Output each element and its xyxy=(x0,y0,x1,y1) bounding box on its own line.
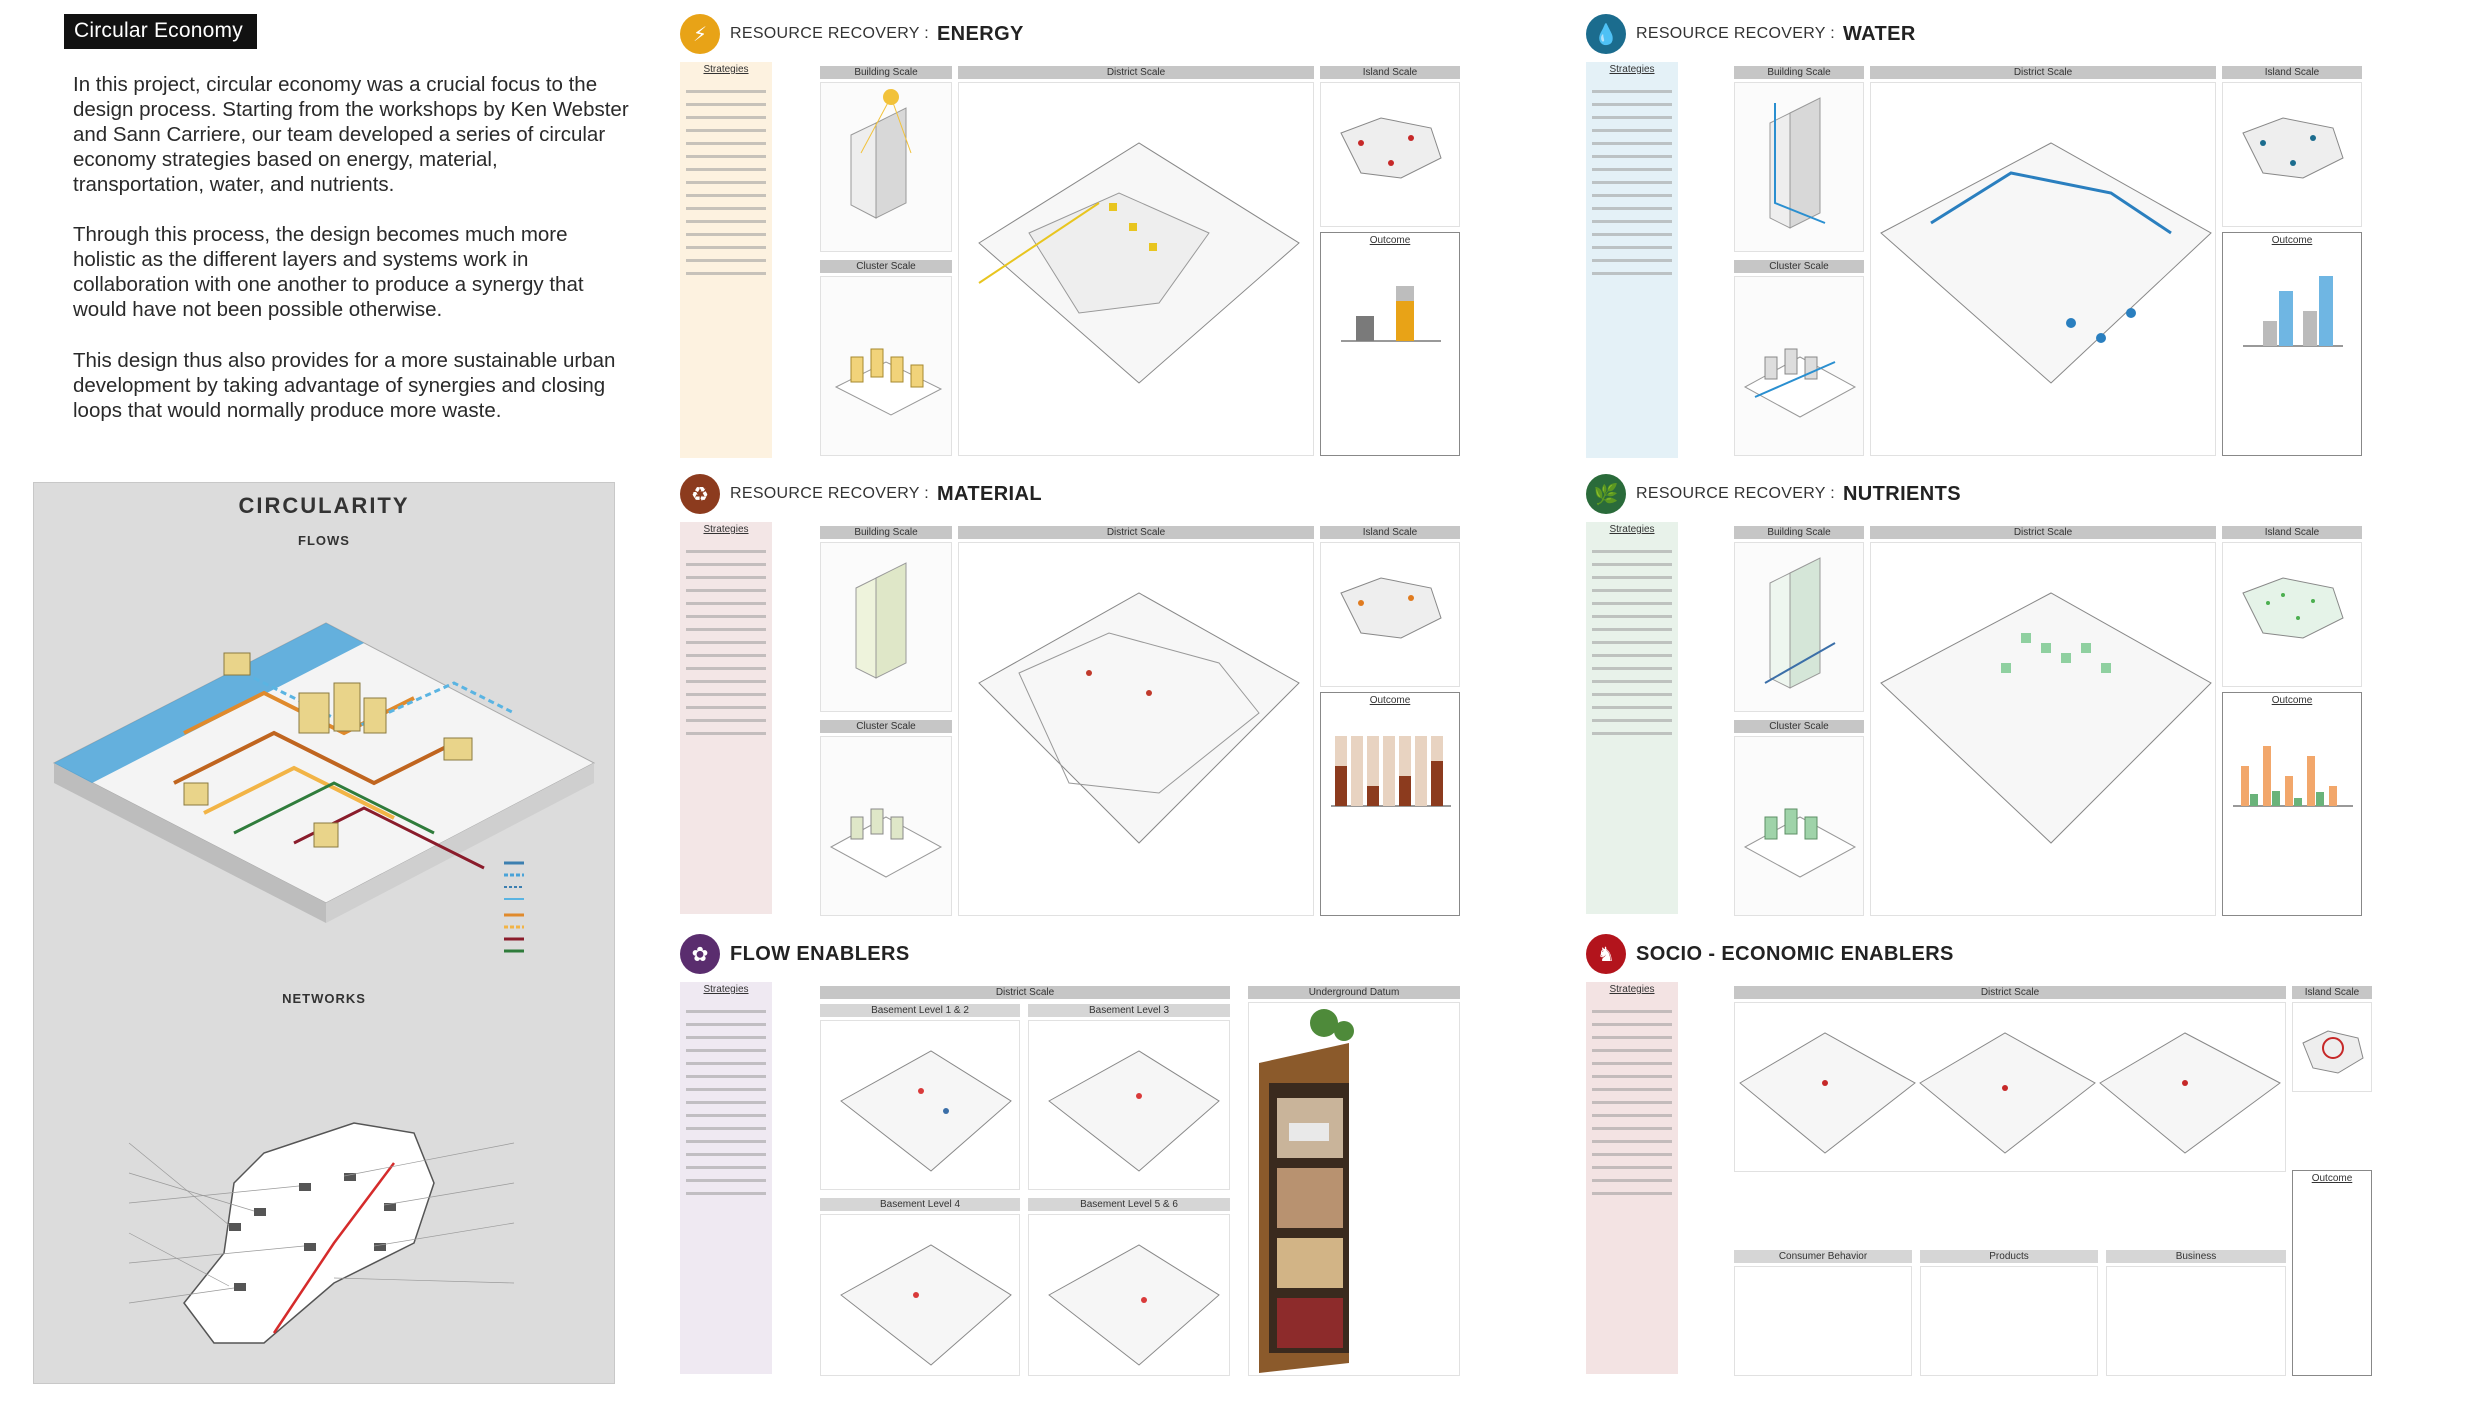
flow-title: FLOW ENABLERS xyxy=(730,942,910,965)
material-header xyxy=(680,474,1042,514)
cluster-scale-heading: Cluster Scale xyxy=(820,260,952,273)
outcome-heading: Outcome xyxy=(2311,1173,2353,1184)
socio-title: SOCIO - ECONOMIC ENABLERS xyxy=(1636,942,1954,965)
flow-strategies-panel xyxy=(680,982,772,1374)
water-district-map xyxy=(1870,82,2216,456)
material-title-prefix: RESOURCE RECOVERY : xyxy=(730,485,929,502)
cluster-scale-heading: Cluster Scale xyxy=(820,720,952,733)
outcome-heading: Outcome xyxy=(1369,695,1411,706)
poster-title: CIRCULARITY xyxy=(238,493,410,518)
lightning-icon: ⚡ xyxy=(680,14,720,54)
water-header xyxy=(1586,14,1916,54)
building-scale-heading: Building Scale xyxy=(820,526,952,539)
island-scale-heading: Island Scale xyxy=(1320,66,1460,79)
material-sheet[interactable] xyxy=(680,474,1540,920)
building-scale-heading: Building Scale xyxy=(1734,526,1864,539)
island-scale-heading: Island Scale xyxy=(2222,66,2362,79)
water-building-diagram xyxy=(1734,82,1864,252)
district-scale-heading: District Scale xyxy=(1870,66,2216,79)
socio-header xyxy=(1586,934,1954,974)
nutrients-title: NUTRIENTS xyxy=(1842,482,1961,505)
poster-networks-heading: NETWORKS xyxy=(282,991,366,1006)
district-scale-heading: District Scale xyxy=(958,526,1314,539)
strategies-heading: Strategies xyxy=(703,524,749,535)
district-scale-heading: District Scale xyxy=(958,66,1314,79)
water-title: WATER xyxy=(1842,22,1916,45)
nutrients-building-diagram xyxy=(1734,542,1864,712)
socio-strategies-panel xyxy=(1586,982,1678,1374)
nutrients-header xyxy=(1586,474,1961,514)
basement-3-heading: Basement Level 3 xyxy=(1028,1004,1230,1017)
nutrients-strategies-panel xyxy=(1586,522,1678,914)
intro-section xyxy=(0,0,640,440)
people-icon: ♞ xyxy=(1586,934,1626,974)
water-sheet[interactable] xyxy=(1586,14,2461,460)
material-strategies-panel xyxy=(680,522,772,914)
water-island-map xyxy=(2222,82,2362,227)
basement-4-heading: Basement Level 4 xyxy=(820,1198,1020,1211)
basement-5-6-map xyxy=(1028,1214,1230,1376)
energy-island-map xyxy=(1320,82,1460,227)
socio-district-maps xyxy=(1734,1002,2286,1172)
circularity-poster[interactable] xyxy=(33,482,615,1384)
socio-island-map xyxy=(2292,1002,2372,1092)
water-drop-icon: 💧 xyxy=(1586,14,1626,54)
socio-economic-sheet[interactable] xyxy=(1586,934,2461,1380)
water-cluster-diagram xyxy=(1734,276,1864,456)
consumer-behavior-heading: Consumer Behavior xyxy=(1734,1250,1912,1263)
basement-3-map xyxy=(1028,1020,1230,1190)
nutrients-title-prefix: RESOURCE RECOVERY : xyxy=(1636,485,1835,502)
nutrients-sheet[interactable] xyxy=(1586,474,2461,920)
water-strategies-panel xyxy=(1586,62,1678,458)
building-scale-heading: Building Scale xyxy=(1734,66,1864,79)
business-list xyxy=(2106,1266,2286,1376)
intro-paragraph-3: This design thus also provides for a more sustainable urban development by taking advantage of synergies and closing loops that would normally produce more waste. xyxy=(73,349,616,422)
recycle-bin-icon: ♻ xyxy=(680,474,720,514)
leaf-icon: 🌿 xyxy=(1586,474,1626,514)
strategies-heading: Strategies xyxy=(1609,984,1655,995)
material-title: MATERIAL xyxy=(936,482,1042,505)
strategies-heading: Strategies xyxy=(1609,64,1655,75)
consumer-behavior-list xyxy=(1734,1266,1912,1376)
nutrients-outcome-panel xyxy=(2222,692,2362,916)
network-icon: ✿ xyxy=(680,934,720,974)
material-outcome-panel xyxy=(1320,692,1460,916)
flow-header xyxy=(680,934,910,974)
basement-5-6-heading: Basement Level 5 & 6 xyxy=(1028,1198,1230,1211)
nutrients-island-map xyxy=(2222,542,2362,687)
strategies-heading: Strategies xyxy=(703,64,749,75)
outcome-heading: Outcome xyxy=(2271,235,2313,246)
building-scale-heading: Building Scale xyxy=(820,66,952,79)
outcome-heading: Outcome xyxy=(2271,695,2313,706)
products-list xyxy=(1920,1266,2098,1376)
energy-district-map xyxy=(958,82,1314,456)
basement-1-2-map xyxy=(820,1020,1020,1190)
material-building-diagram xyxy=(820,542,952,712)
nutrients-cluster-diagram xyxy=(1734,736,1864,916)
underground-datum-section xyxy=(1248,1002,1460,1376)
energy-outcome-panel xyxy=(1320,232,1460,456)
district-scale-heading: District Scale xyxy=(1734,986,2286,999)
basement-1-2-heading: Basement Level 1 & 2 xyxy=(820,1004,1020,1017)
island-scale-heading: Island Scale xyxy=(1320,526,1460,539)
outcome-heading: Outcome xyxy=(1369,235,1411,246)
water-title-prefix: RESOURCE RECOVERY : xyxy=(1636,25,1835,42)
district-scale-heading: District Scale xyxy=(820,986,1230,999)
district-scale-heading: District Scale xyxy=(1870,526,2216,539)
energy-strategies-panel xyxy=(680,62,772,458)
socio-outcome-panel xyxy=(2292,1170,2372,1376)
energy-title-prefix: RESOURCE RECOVERY : xyxy=(730,25,929,42)
products-heading: Products xyxy=(1920,1250,2098,1263)
poster-flows-heading: FLOWS xyxy=(298,533,350,548)
energy-title: ENERGY xyxy=(936,22,1024,45)
water-outcome-panel xyxy=(2222,232,2362,456)
material-island-map xyxy=(1320,542,1460,687)
intro-paragraph-2: Through this process, the design becomes much more holistic as the different layers and systems work in collaboration with one another to produce a synergy that would have not been possible otherwise. xyxy=(73,223,584,321)
intro-title: Circular Economy xyxy=(64,14,257,49)
flow-enablers-sheet[interactable] xyxy=(680,934,1540,1380)
energy-header xyxy=(680,14,1024,54)
island-scale-heading: Island Scale xyxy=(2292,986,2372,999)
energy-building-diagram xyxy=(820,82,952,252)
cluster-scale-heading: Cluster Scale xyxy=(1734,720,1864,733)
energy-cluster-diagram xyxy=(820,276,952,456)
business-heading: Business xyxy=(2106,1250,2286,1263)
material-cluster-diagram xyxy=(820,736,952,916)
underground-datum-heading: Underground Datum xyxy=(1248,986,1460,999)
circularity-diagram xyxy=(34,483,616,1385)
energy-sheet[interactable] xyxy=(680,14,1540,460)
basement-4-map xyxy=(820,1214,1020,1376)
island-scale-heading: Island Scale xyxy=(2222,526,2362,539)
material-district-map xyxy=(958,542,1314,916)
strategies-heading: Strategies xyxy=(703,984,749,995)
nutrients-district-map xyxy=(1870,542,2216,916)
intro-paragraph-1: In this project, circular economy was a crucial focus to the design process. Starting from the workshops by Ken Webster and Sann Carriere, our team developed a series of circular economy strategies based on energy, material, transportation, water, and nutrients. xyxy=(73,73,629,196)
cluster-scale-heading: Cluster Scale xyxy=(1734,260,1864,273)
strategies-heading: Strategies xyxy=(1609,524,1655,535)
